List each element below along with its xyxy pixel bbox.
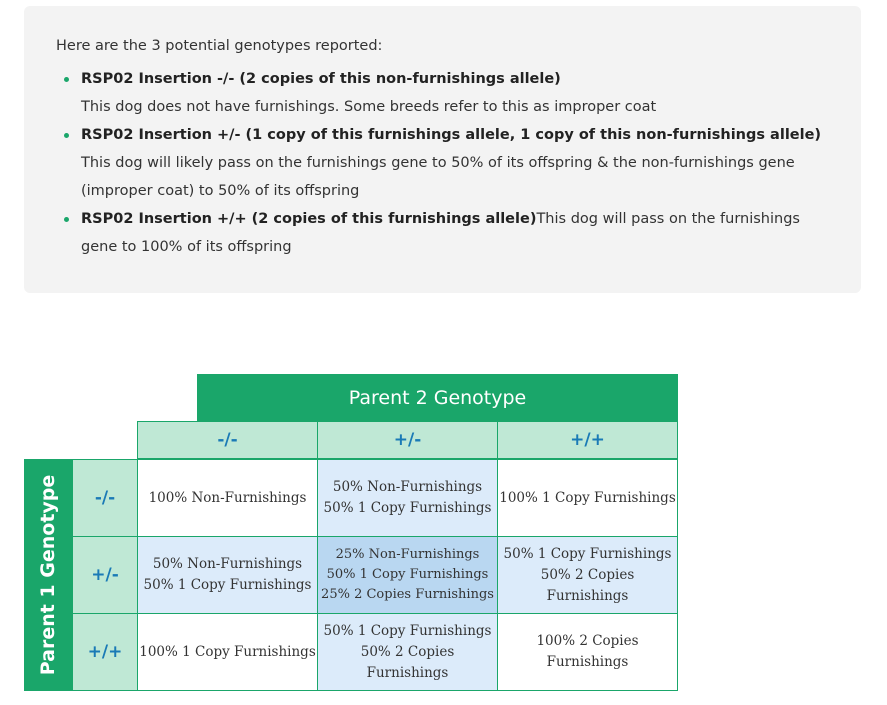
row-header: +/- [72, 536, 138, 614]
bullet-icon [64, 77, 69, 82]
list-item [81, 121, 829, 205]
genotype-desc: This dog will likely pass on the furnishings gene to 50% of its offspring & the non-furnishings gene (improper coat) to 50% of its offspring [81, 155, 795, 199]
result-cell: 50% Non-Furnishings 50% 1 Copy Furnishings [317, 459, 498, 537]
row-header: +/+ [72, 613, 138, 691]
result-cell: 100% Non-Furnishings [137, 459, 318, 537]
result-cell: 25% Non-Furnishings 50% 1 Copy Furnishings 25% 2 Copies Furnishings [317, 536, 498, 614]
genotype-title: RSP02 Insertion +/+ (2 copies of this furnishings allele) [81, 211, 537, 227]
genotype-title: RSP02 Insertion +/- (1 copy of this furnishings allele, 1 copy of this non-furnishings allele) [81, 127, 822, 143]
result-cell: 50% 1 Copy Furnishings 50% 2 Copies Furnishings [497, 536, 678, 614]
genotype-desc: This dog will pass on the furnishings gene to 100% of its offspring [81, 211, 800, 255]
result-cell: 50% 1 Copy Furnishings 50% 2 Copies Furnishings [317, 613, 498, 691]
result-cell: 100% 1 Copy Furnishings [137, 613, 318, 691]
parent-1-title-bar [24, 459, 73, 691]
parent-1-title: Parent 1 Genotype [37, 474, 59, 676]
result-cell: 50% Non-Furnishings 50% 1 Copy Furnishings [137, 536, 318, 614]
genotype-list [56, 65, 829, 261]
col-header: +/+ [497, 421, 678, 459]
col-header: +/- [317, 421, 498, 459]
intro-text: Here are the 3 potential genotypes reported: [56, 38, 383, 54]
result-cell: 100% 2 Copies Furnishings [497, 613, 678, 691]
bullet-icon [64, 217, 69, 222]
list-item [81, 205, 829, 261]
row-header: -/- [72, 459, 138, 537]
punnett-square [24, 374, 678, 691]
bullet-icon [64, 133, 69, 138]
result-cell: 100% 1 Copy Furnishings [497, 459, 678, 537]
genotype-info-box [24, 6, 861, 293]
list-item [81, 65, 829, 121]
genotype-title: RSP02 Insertion -/- (2 copies of this non-furnishings allele) [81, 71, 561, 87]
parent-2-title: Parent 2 Genotype [197, 374, 678, 421]
col-header: -/- [137, 421, 318, 459]
genotype-desc: This dog does not have furnishings. Some breeds refer to this as improper coat [81, 99, 657, 115]
